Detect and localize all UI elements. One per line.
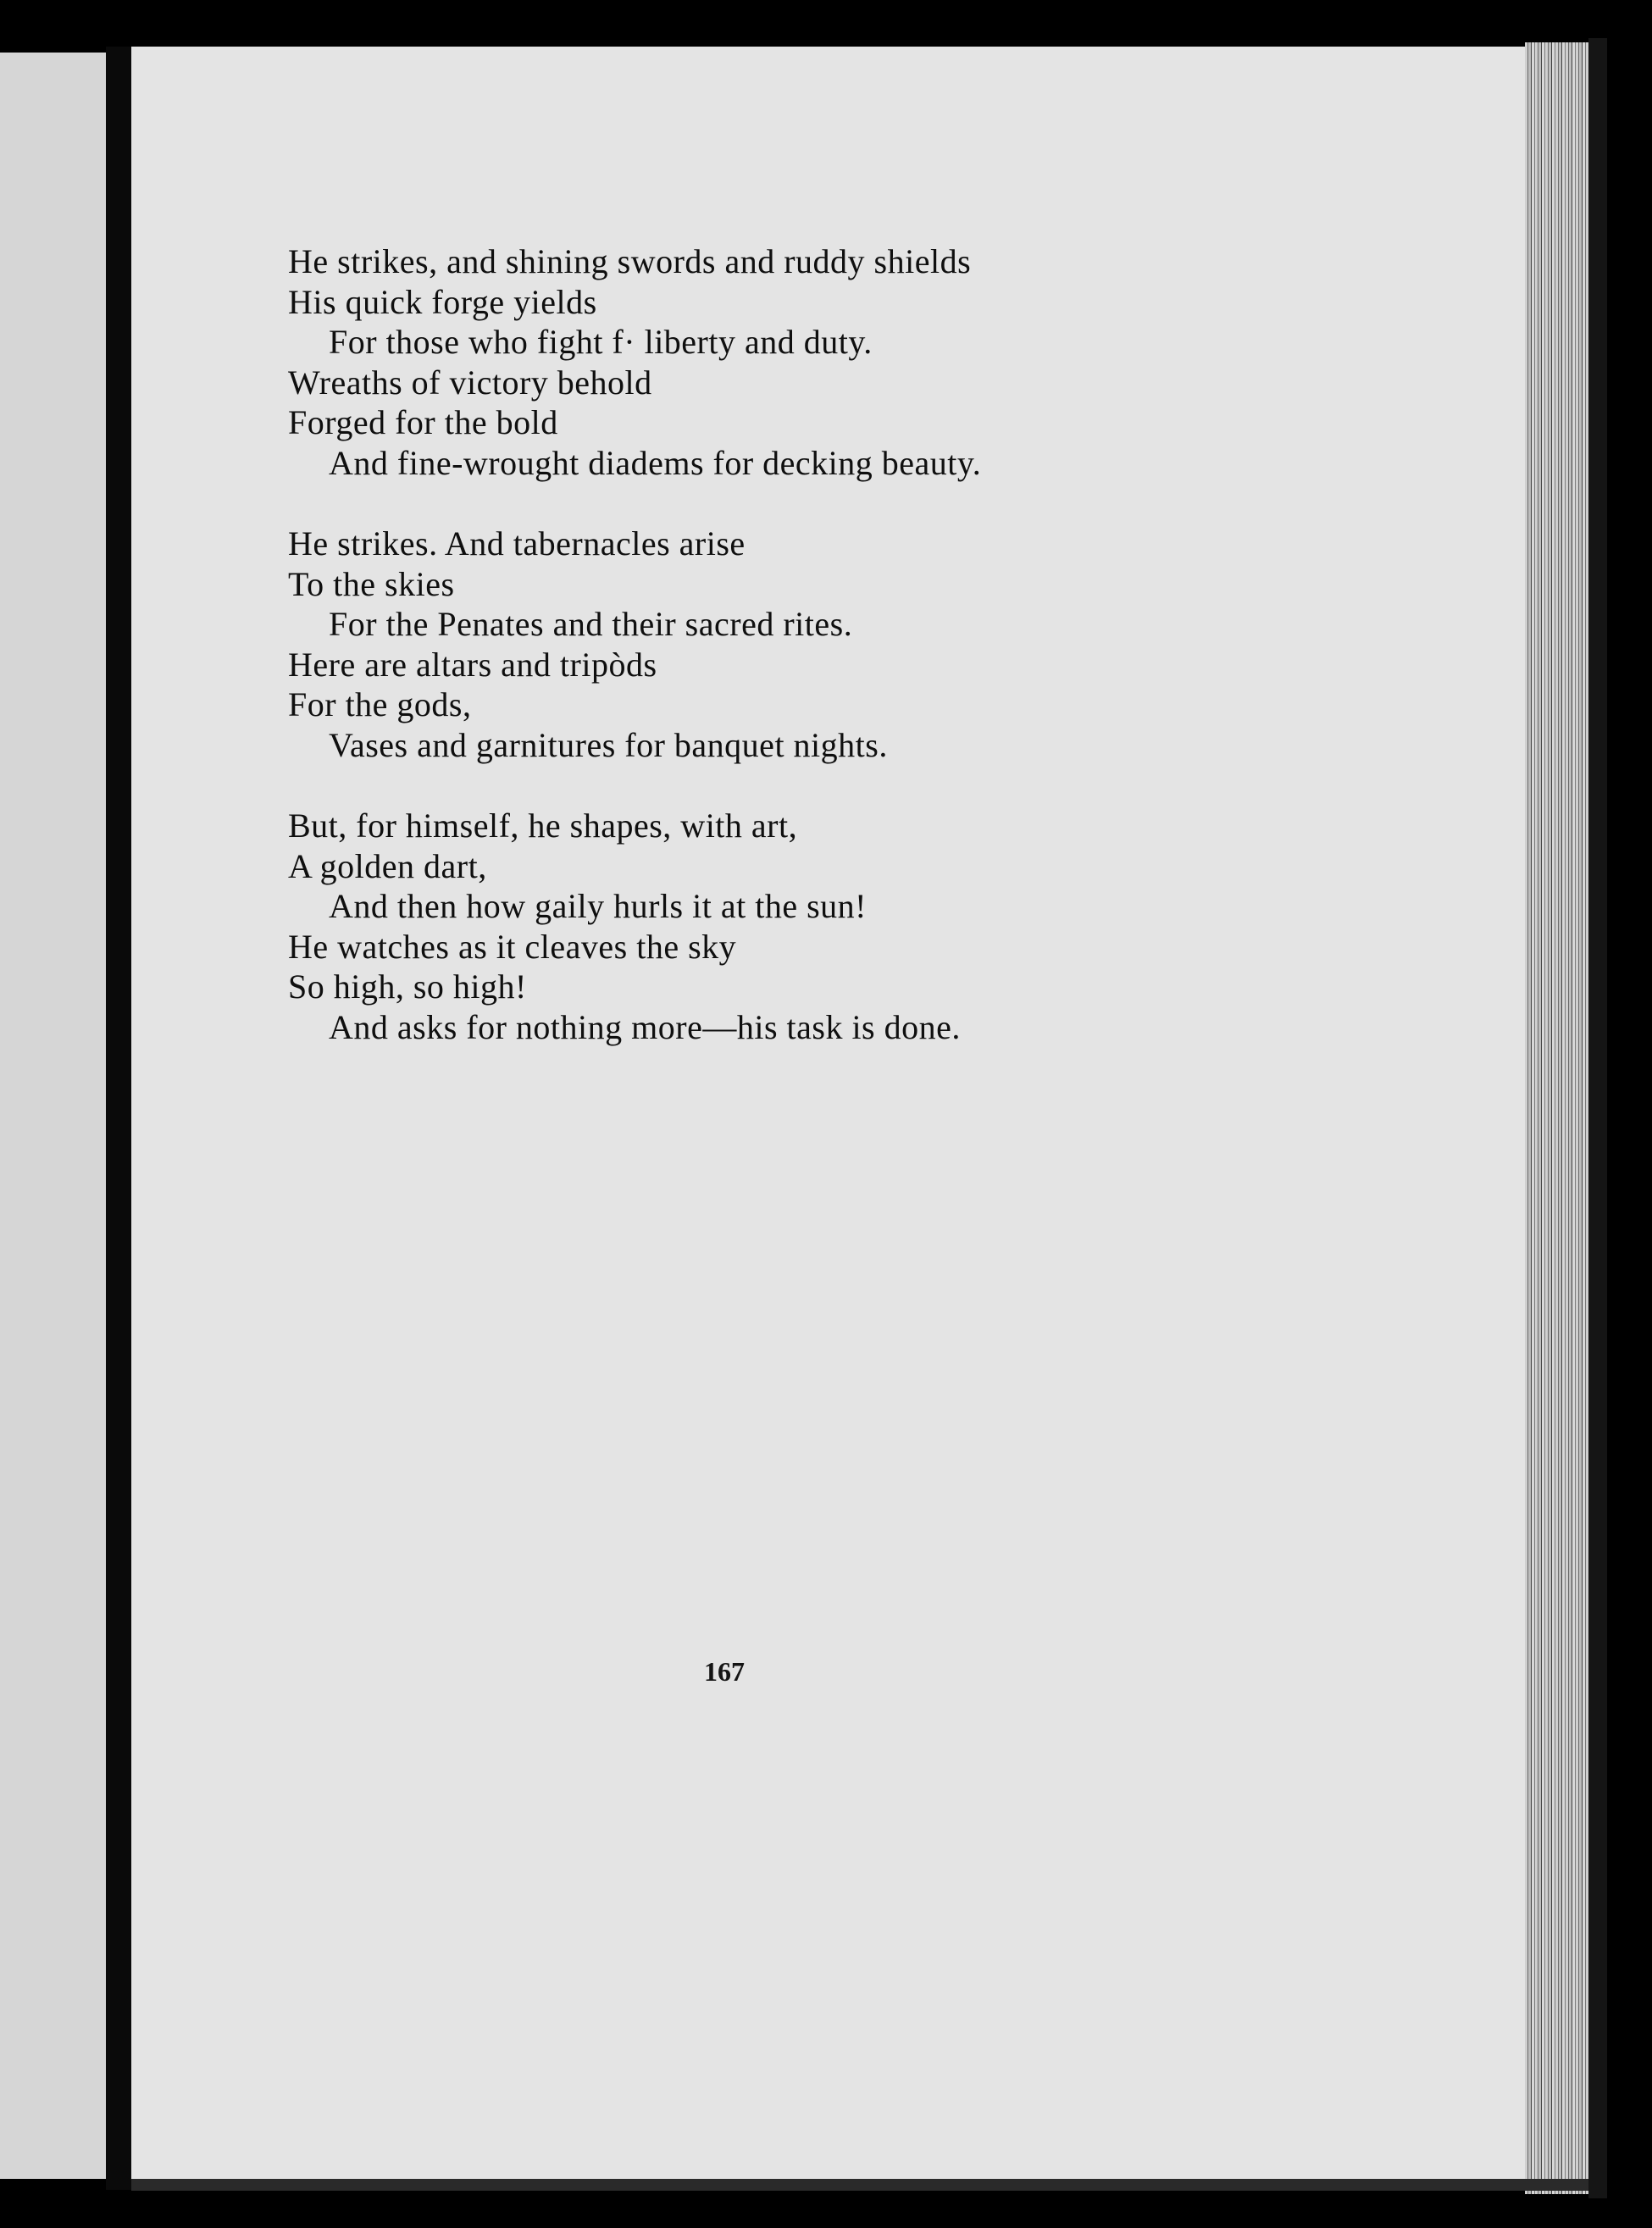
- poem-line: But, for himself, he shapes, with art,: [288, 806, 798, 845]
- book-gutter: [106, 47, 131, 2190]
- stanza: [288, 524, 1474, 765]
- poem-line: Wreaths of victory behold: [288, 363, 652, 402]
- poem-line: He watches as it cleaves the sky: [288, 927, 737, 966]
- poem-line: And fine-wrought diadems for decking beauty.: [329, 443, 982, 482]
- poem-line: And asks for nothing more—his task is done.: [329, 1007, 961, 1046]
- poem-line: Vases and garnitures for banquet nights.: [329, 725, 888, 764]
- page-edges: [1525, 42, 1588, 2194]
- poem-line: He strikes. And tabernacles arise: [288, 524, 746, 563]
- stanza: [288, 241, 1474, 483]
- page-edges-shadow: [1588, 38, 1607, 2198]
- poem-line: So high, so high!: [288, 967, 527, 1006]
- poem-text: [288, 241, 1474, 1088]
- poem-line: For the Penates and their sacred rites.: [329, 605, 853, 643]
- page-number: 167: [704, 1656, 745, 1687]
- poem-line: For those who fight f· liberty and duty.: [329, 323, 873, 361]
- poem-line: And then how gaily hurls it at the sun!: [329, 887, 867, 925]
- poem-line: His quick forge yields: [288, 282, 597, 321]
- stanza: [288, 806, 1474, 1047]
- poem-line: To the skies: [288, 564, 455, 603]
- poem-line: For the gods,: [288, 685, 472, 723]
- facing-page-edge: [0, 53, 106, 2179]
- poem-line: Here are altars and tripòds: [288, 645, 657, 684]
- poem-line: Forged for the bold: [288, 403, 558, 441]
- poem-line: A golden dart,: [288, 846, 487, 885]
- page-bottom-shadow: [131, 2179, 1588, 2191]
- poem-line: He strikes, and shining swords and ruddy shields: [288, 242, 972, 280]
